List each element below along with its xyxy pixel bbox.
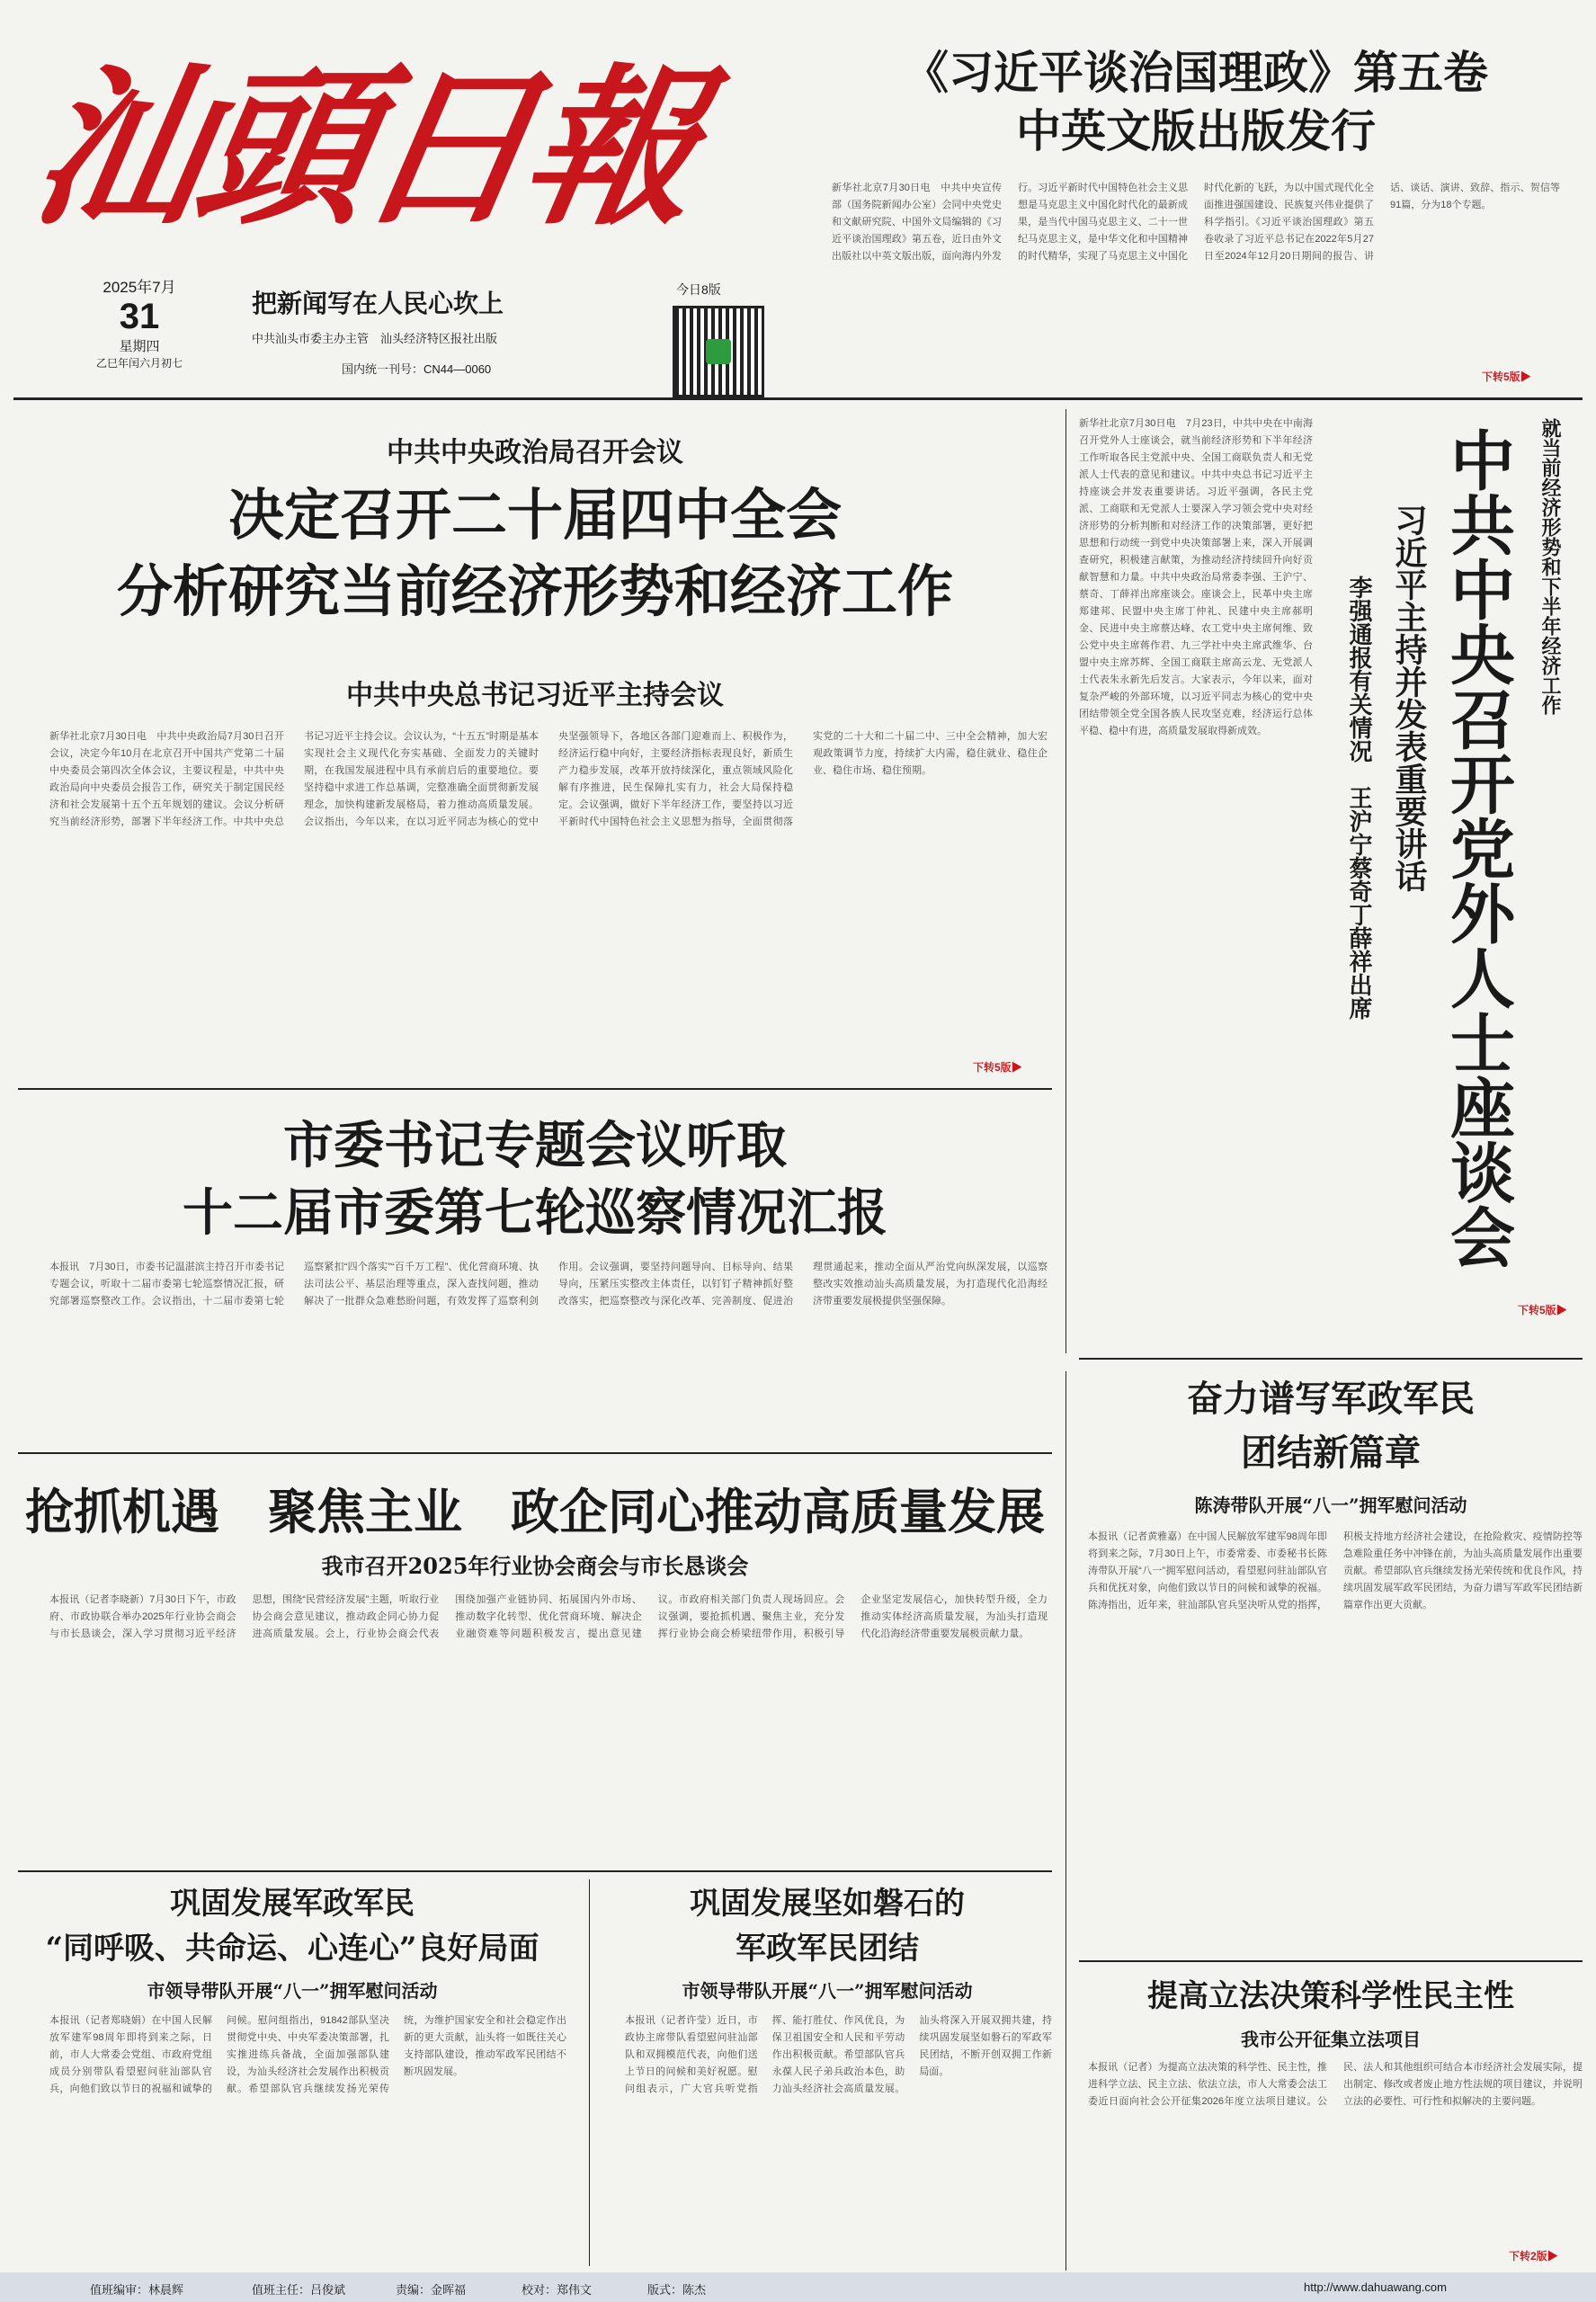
bayi-mid-subhead: 市领导带队开展“八一”拥军慰问活动 [682,1980,973,2002]
masthead-logo: 汕頭日報 [18,48,709,248]
footer-editor: 责编：金晖福 [396,2283,467,2297]
symposium-headline: 中共中央召开党外人士座谈会 [1440,427,1516,1269]
politburo-headline-1: 决定召开二十届四中全会 [227,482,842,548]
inspection-headline-2: 十二届市委第七轮巡察情况汇报 [183,1183,887,1243]
masthead-cn-number: 国内统一刊号：CN44—0060 [342,362,492,376]
business-subhead: 我市召开2025年行业协会商会与市长恳谈会 [321,1553,749,1579]
bayi-left-body: 本报讯（记者郑晓娟）在中国人民解放军建军98周年即将到来之际，日前，市人大常委会党组、市政府党组成员分别带队看望慰问驻汕部队官兵，向他们致以节日的祝福和诚挚的问候。慰问组指出，91842部队坚决贯彻党中央、中央军委决策部署，扎实推进练兵备战，全面加强部队建设，为汕头经济社会发展作出积极贡献。希望部队官兵继续发扬光荣传统，为维护国家安全和社会稳定作出新的更大贡献，汕头将一如既往关心支持部队建设，推动军政军民团结不断巩固发展。 [49,2015,566,2094]
top-story-body: 新华社北京7月30日电 中共中央宣传部（国务院新闻办公室）会同中央党史和文献研究院、中国外文局编辑的《习近平谈治国理政》第五卷，近日由外文出版社以中英文版出版，面向海内外发行。习近平新时代中国特色社会主义思想是马克思主义中国化时代化的最新成果，是当代中国马克思主义、二十一世纪马克思主义，是中华文化和中国精神的时代精华，实现了马克思主义中国化时代化新的飞跃，为以中国式现代化全面推进强国建设、民族复兴伟业提供了科学指引。《习近平谈治国理政》第五卷收录了习近平总书记在2022年5月27日至2024年12月20日期间的报告、讲话、谈话、演讲、致辞、指示、贺信等91篇，分为18个专题。 [832,183,1560,262]
masthead-slogan: 把新闻写在人民心坎上 [252,289,504,318]
politburo-more-link[interactable]: 下转5版▶ [973,1061,1022,1074]
section-divider-1 [18,1088,1052,1090]
bayi-divider [589,1879,590,2266]
issue-date [85,274,193,370]
footer-duty-editor: 值班编审：林晨辉 [90,2283,184,2297]
legislation-headline: 提高立法决策科学性民主性 [1147,1978,1514,2014]
lunar-date: 乙巳年闰六月初七 [95,357,183,370]
footer-chief-editor: 值班主任：吕俊斌 [252,2283,346,2297]
symposium-body: 新华社北京7月30日电 7月23日，中共中央在中南海召开党外人士座谈会，就当前经济形势和下半年经济工作听取各民主党派中央、全国工商联负责人和无党派人士代表的意见和建议。中共中央总书记习近平主持座谈会并发表重要讲话。习近平强调，各民主党派、工商联和无党派人士要深入学习领会党中央对经济形势的分析判断和对经济工作的决策部署，更好把思想和行动统一到党中央决策部署上来，深入开展调查研究，积极建言献策，为推动经济持续回升向好贡献智慧和力量。中共中央政治局常委李强、王沪宁、蔡奇、丁薛祥出席座谈会。座谈会上，民革中央主席郑建邦、民盟中央主席丁仲礼、民建中央主席郝明金、民进中央主席蔡达峰、农工党中央主席何维、致公党中央主席蒋作君、九三学社中央主席武维华、台盟中央主席苏辉、全国工商联主席高云龙、无党派人士代表朱永新先后发言。大家表示，今年以来，面对复杂严峻的外部环境，以习近平同志为核心的党中央团结带领全党全国各族人民攻坚克难，经济运行总体平稳、稳中有进，高质量发展取得新成效。 [1079,418,1313,736]
section-divider-3 [18,1870,1052,1872]
bayi-right-headline-1: 奋力谱写军政军民 [1187,1378,1475,1420]
symposium-subhead: 习近平主持并发表重要讲话 [1390,504,1428,892]
legislation-more-link[interactable]: 下转2版▶ [1509,2250,1558,2262]
right-section-divider-2 [1079,1960,1583,1962]
bayi-mid-headline-2: 军政军民团结 [736,1931,919,1967]
section-divider-2 [18,1452,1052,1454]
inspection-headline-1: 市委书记专题会议听取 [283,1116,787,1175]
column-divider [1065,409,1066,1353]
legislation-body: 本报讯（记者）为提高立法决策的科学性、民主性，推进科学立法、民主立法、依法立法，市人大常委会法工委近日面向社会公开征集2026年度立法项目建议。公民、法人和其他组织可结合本市经济社会发展实际，提出制定、修改或者废止地方性法规的项目建议，并说明立法的必要性、可行性和拟解决的主要问题。 [1088,2062,1583,2107]
bayi-mid-headline-1: 巩固发展坚如磐石的 [690,1886,965,1922]
inspection-body: 本报讯 7月30日，市委书记温湛滨主持召开市委书记专题会议，听取十二届市委第七轮巡察情况汇报，研究部署巡察整改工作。会议指出，十二届市委第七轮巡察紧扣“四个落实”“百千万工程”、优化营商环境、执法司法公平、基层治理等重点，深入查找问题，推动解决了一批群众急难愁盼问题，有效发挥了巡察利剑作用。会议强调，要坚持问题导向、目标导向、结果导向，压紧压实整改主体责任，以钉钉子精神抓好整改落实，把巡察整改与深化改革、完善制度、促进治理贯通起来，推动全面从严治党向纵深发展，以巡察整改实效推动汕头高质量发展，为打造现代化沿海经济带重要发展极提供坚强保障。 [49,1262,1048,1307]
bayi-mid-body: 本报讯（记者许莹）近日，市政协主席带队看望慰问驻汕部队和双拥模范代表，向他们送上节日的问候和美好祝愿。慰问组表示，广大官兵听党指挥、能打胜仗、作风优良，为保卫祖国安全和人民和平劳动作出积极贡献。希望部队官兵永葆人民子弟兵政治本色，助力汕头经济社会高质量发展。汕头将深入开展双拥共建，持续巩固发展坚如磐石的军政军民团结，不断开创双拥工作新局面。 [625,2015,1052,2094]
column-divider-lower [1065,1371,1066,2271]
politburo-kicker: 中共中央政治局召开会议 [387,437,683,468]
pages-today: 今日8版 [676,282,721,297]
footer-bar [0,2272,1596,2302]
top-story-headline-2: 中英文版出版发行 [1016,104,1376,157]
symposium-more-link[interactable]: 下转5版▶ [1518,1304,1567,1316]
bayi-right-body: 本报讯（记者黄雅嘉）在中国人民解放军建军98周年即将到来之际，7月30日上午，市委常委、市委秘书长陈涛带队开展“八一”拥军慰问活动，看望慰问驻汕部队官兵和优抚对象，向他们致以节日的问候和诚挚的祝福。陈涛指出，近年来，驻汕部队官兵坚决听从党的指挥，积极支持地方经济社会建设，在抢险救灾、疫情防控等急难险重任务中冲锋在前，为汕头高质量发展作出重要贡献。希望部队官兵继续发扬光荣传统和优良作风，持续巩固发展军政军民团结，为奋力谱写军政军民团结新篇章作出更大贡献。 [1088,1531,1583,1611]
business-body: 本报讯（记者李晓新）7月30日下午，市政府、市政协联合举办2025年行业协会商会与市长恳谈会，深入学习贯彻习近平经济思想，围绕“民营经济发展”主题，听取行业协会商会意见建议，推动政企同心协力促进高质量发展。会上，行业协会商会代表围绕加强产业链协同、拓展国内外市场、推动数字化转型、优化营商环境、解决企业融资难等问题积极发言，提出意见建议。市政府相关部门负责人现场回应。会议强调，要抢抓机遇、聚焦主业，充分发挥行业协会商会桥梁纽带作用，积极引导企业坚定发展信心，加快转型升级，全力推动实体经济高质量发展，为汕头打造现代化沿海经济带重要发展极贡献力量。 [49,1594,1048,1639]
politburo-subhead: 中共中央总书记习近平主持会议 [346,680,724,711]
footer-design: 版式：陈杰 [647,2283,707,2297]
footer-proof: 校对：郑伟文 [522,2283,593,2297]
bayi-left-headline-2: “同呼吸、共命运、心连心”良好局面 [45,1931,539,1967]
qr-code-icon[interactable] [673,306,764,397]
right-section-divider-1 [1079,1358,1583,1360]
bayi-left-headline-1: 巩固发展军政军民 [170,1886,415,1922]
politburo-headline-2: 分析研究当前经济形势和经济工作 [116,558,953,624]
bayi-left-subhead: 市领导带队开展“八一”拥军慰问活动 [147,1980,438,2002]
footer-website-link[interactable]: http://www.dahuawang.com [1304,2280,1447,2294]
date-day: 31 [119,297,160,336]
business-headline: 抢抓机遇 聚焦主业 政企同心推动高质量发展 [25,1483,1045,1540]
top-story-headline-1: 《习近平谈治国理政》第五卷 [904,46,1488,99]
weekday: 星期四 [119,339,160,354]
symposium-attendees: 李强通报有关情况 王沪宁蔡奇丁薛祥出席 [1345,576,1372,1020]
bayi-right-subhead: 陈涛带队开展“八一”拥军慰问活动 [1194,1495,1467,1516]
masthead-divider [13,397,1583,400]
date-year-month: 2025年7月 [103,279,176,296]
symposium-kicker: 就当前经济形势和下半年经济工作 [1538,418,1562,715]
masthead-sponsor: 中共汕头市委主办主管 汕头经济特区报社出版 [252,332,498,345]
politburo-body: 新华社北京7月30日电 中共中央政治局7月30日召开会议，决定今年10月在北京召开中国共产党第二十届中央委员会第四次全体会议，主要议程是，中共中央政治局向中央委员会报告工作，研究关于制定国民经济和社会发展第十五个五年规划的建议。会议分析研究当前经济形势，部署下半年经济工作。中共中央总书记习近平主持会议。会议认为，“十五五”时期是基本实现社会主义现代化夯实基础、全面发力的关键时期，在我国发展进程中具有承前启后的重要地位。要坚持稳中求进工作总基调，完整准确全面贯彻新发展理念，加快构建新发展格局，着力推动高质量发展。会议指出，今年以来，在以习近平同志为核心的党中央坚强领导下，各地区各部门迎难而上、积极作为，经济运行稳中向好，主要经济指标表现良好，新质生产力稳步发展，改革开放持续深化，重点领域风险化解有序推进，民生保障扎实有力，社会大局保持稳定。会议强调，做好下半年经济工作，要坚持以习近平新时代中国特色社会主义思想为指导，全面贯彻落实党的二十大和二十届二中、三中全会精神，加大宏观政策调节力度，持续扩大内需，稳住就业、稳住企业、稳住市场、稳住预期。 [49,731,1048,827]
bayi-right-headline-2: 团结新篇章 [1241,1432,1421,1474]
legislation-subhead: 我市公开征集立法项目 [1241,2029,1421,2050]
top-story-more-link[interactable]: 下转5版▶ [1482,370,1531,383]
